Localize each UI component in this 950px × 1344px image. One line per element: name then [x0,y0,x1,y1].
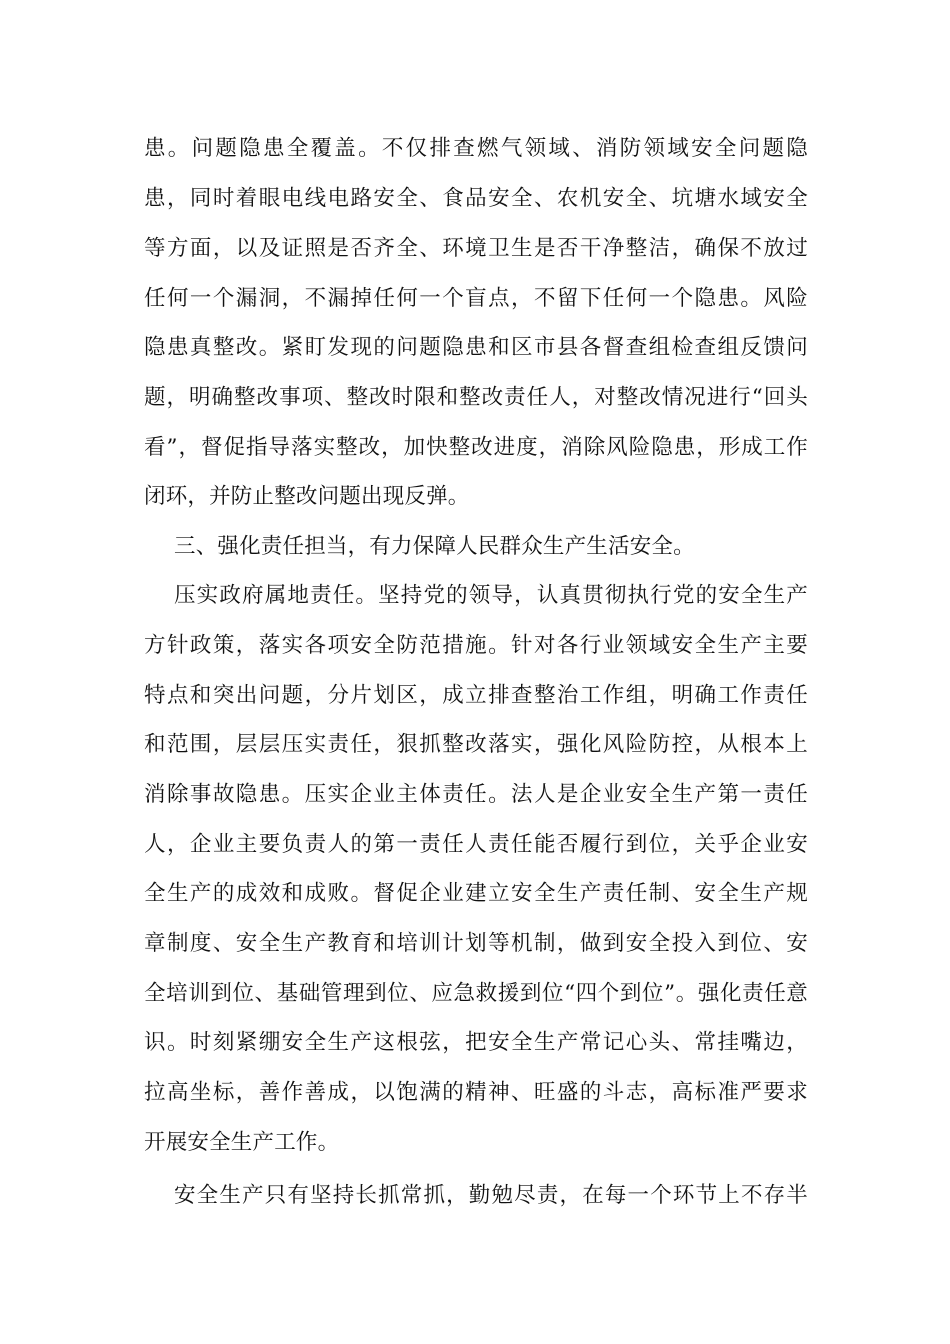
text-line: 等方面，以及证照是否齐全、环境卫生是否干净整洁，确保不放过 [144,236,808,261]
text-line: 题，明确整改事项、整改时限和整改责任人，对整改情况进行“回头 [144,385,808,410]
text-line: 患，同时着眼电线电路安全、食品安全、农机安全、坑塘水域安全 [144,186,808,211]
text-line: 患。问题隐患全覆盖。不仅排查燃气领域、消防领域安全问题隐 [144,136,808,161]
text-line: 和范围，层层压实责任，狠抓整改落实，强化风险防控，从根本上 [144,732,808,757]
text-line: 开展安全生产工作。 [144,1130,340,1155]
section-heading: 三、强化责任担当，有力保障人民群众生产生活安全。 [174,534,695,559]
text-line: 特点和突出问题，分片划区，成立排查整治工作组，明确工作责任 [144,683,808,708]
text-line: 章制度、安全生产教育和培训计划等机制，做到安全投入到位、安 [144,931,808,956]
text-line: 全培训到位、基础管理到位、应急救援到位“四个到位”。强化责任意 [144,981,808,1006]
text-line: 安全生产只有坚持长抓常抓，勤勉尽责，在每一个环节上不存半 [174,1183,808,1208]
text-line: 压实政府属地责任。坚持党的领导，认真贯彻执行党的安全生产 [174,583,808,608]
text-line: 识。时刻紧绷安全生产这根弦，把安全生产常记心头、常挂嘴边， [144,1030,808,1055]
text-line: 隐患真整改。紧盯发现的问题隐患和区市县各督查组检查组反馈问 [144,335,808,360]
text-line: 人，企业主要负责人的第一责任人责任能否履行到位，关乎企业安 [144,832,808,857]
text-line: 全生产的成效和成败。督促企业建立安全生产责任制、安全生产规 [144,881,808,906]
text-line: 消除事故隐患。压实企业主体责任。法人是企业安全生产第一责任 [144,782,808,807]
text-line: 看”，督促指导落实整改，加快整改进度，消除风险隐患，形成工作 [144,435,808,460]
text-line: 拉高坐标，善作善成，以饱满的精神、旺盛的斗志，高标准严要求 [144,1080,808,1105]
text-line: 闭环，并防止整改问题出现反弹。 [144,484,470,509]
text-line: 方针政策，落实各项安全防范措施。针对各行业领域安全生产主要 [144,633,808,658]
text-line: 任何一个漏洞，不漏掉任何一个盲点，不留下任何一个隐患。风险 [144,286,808,311]
